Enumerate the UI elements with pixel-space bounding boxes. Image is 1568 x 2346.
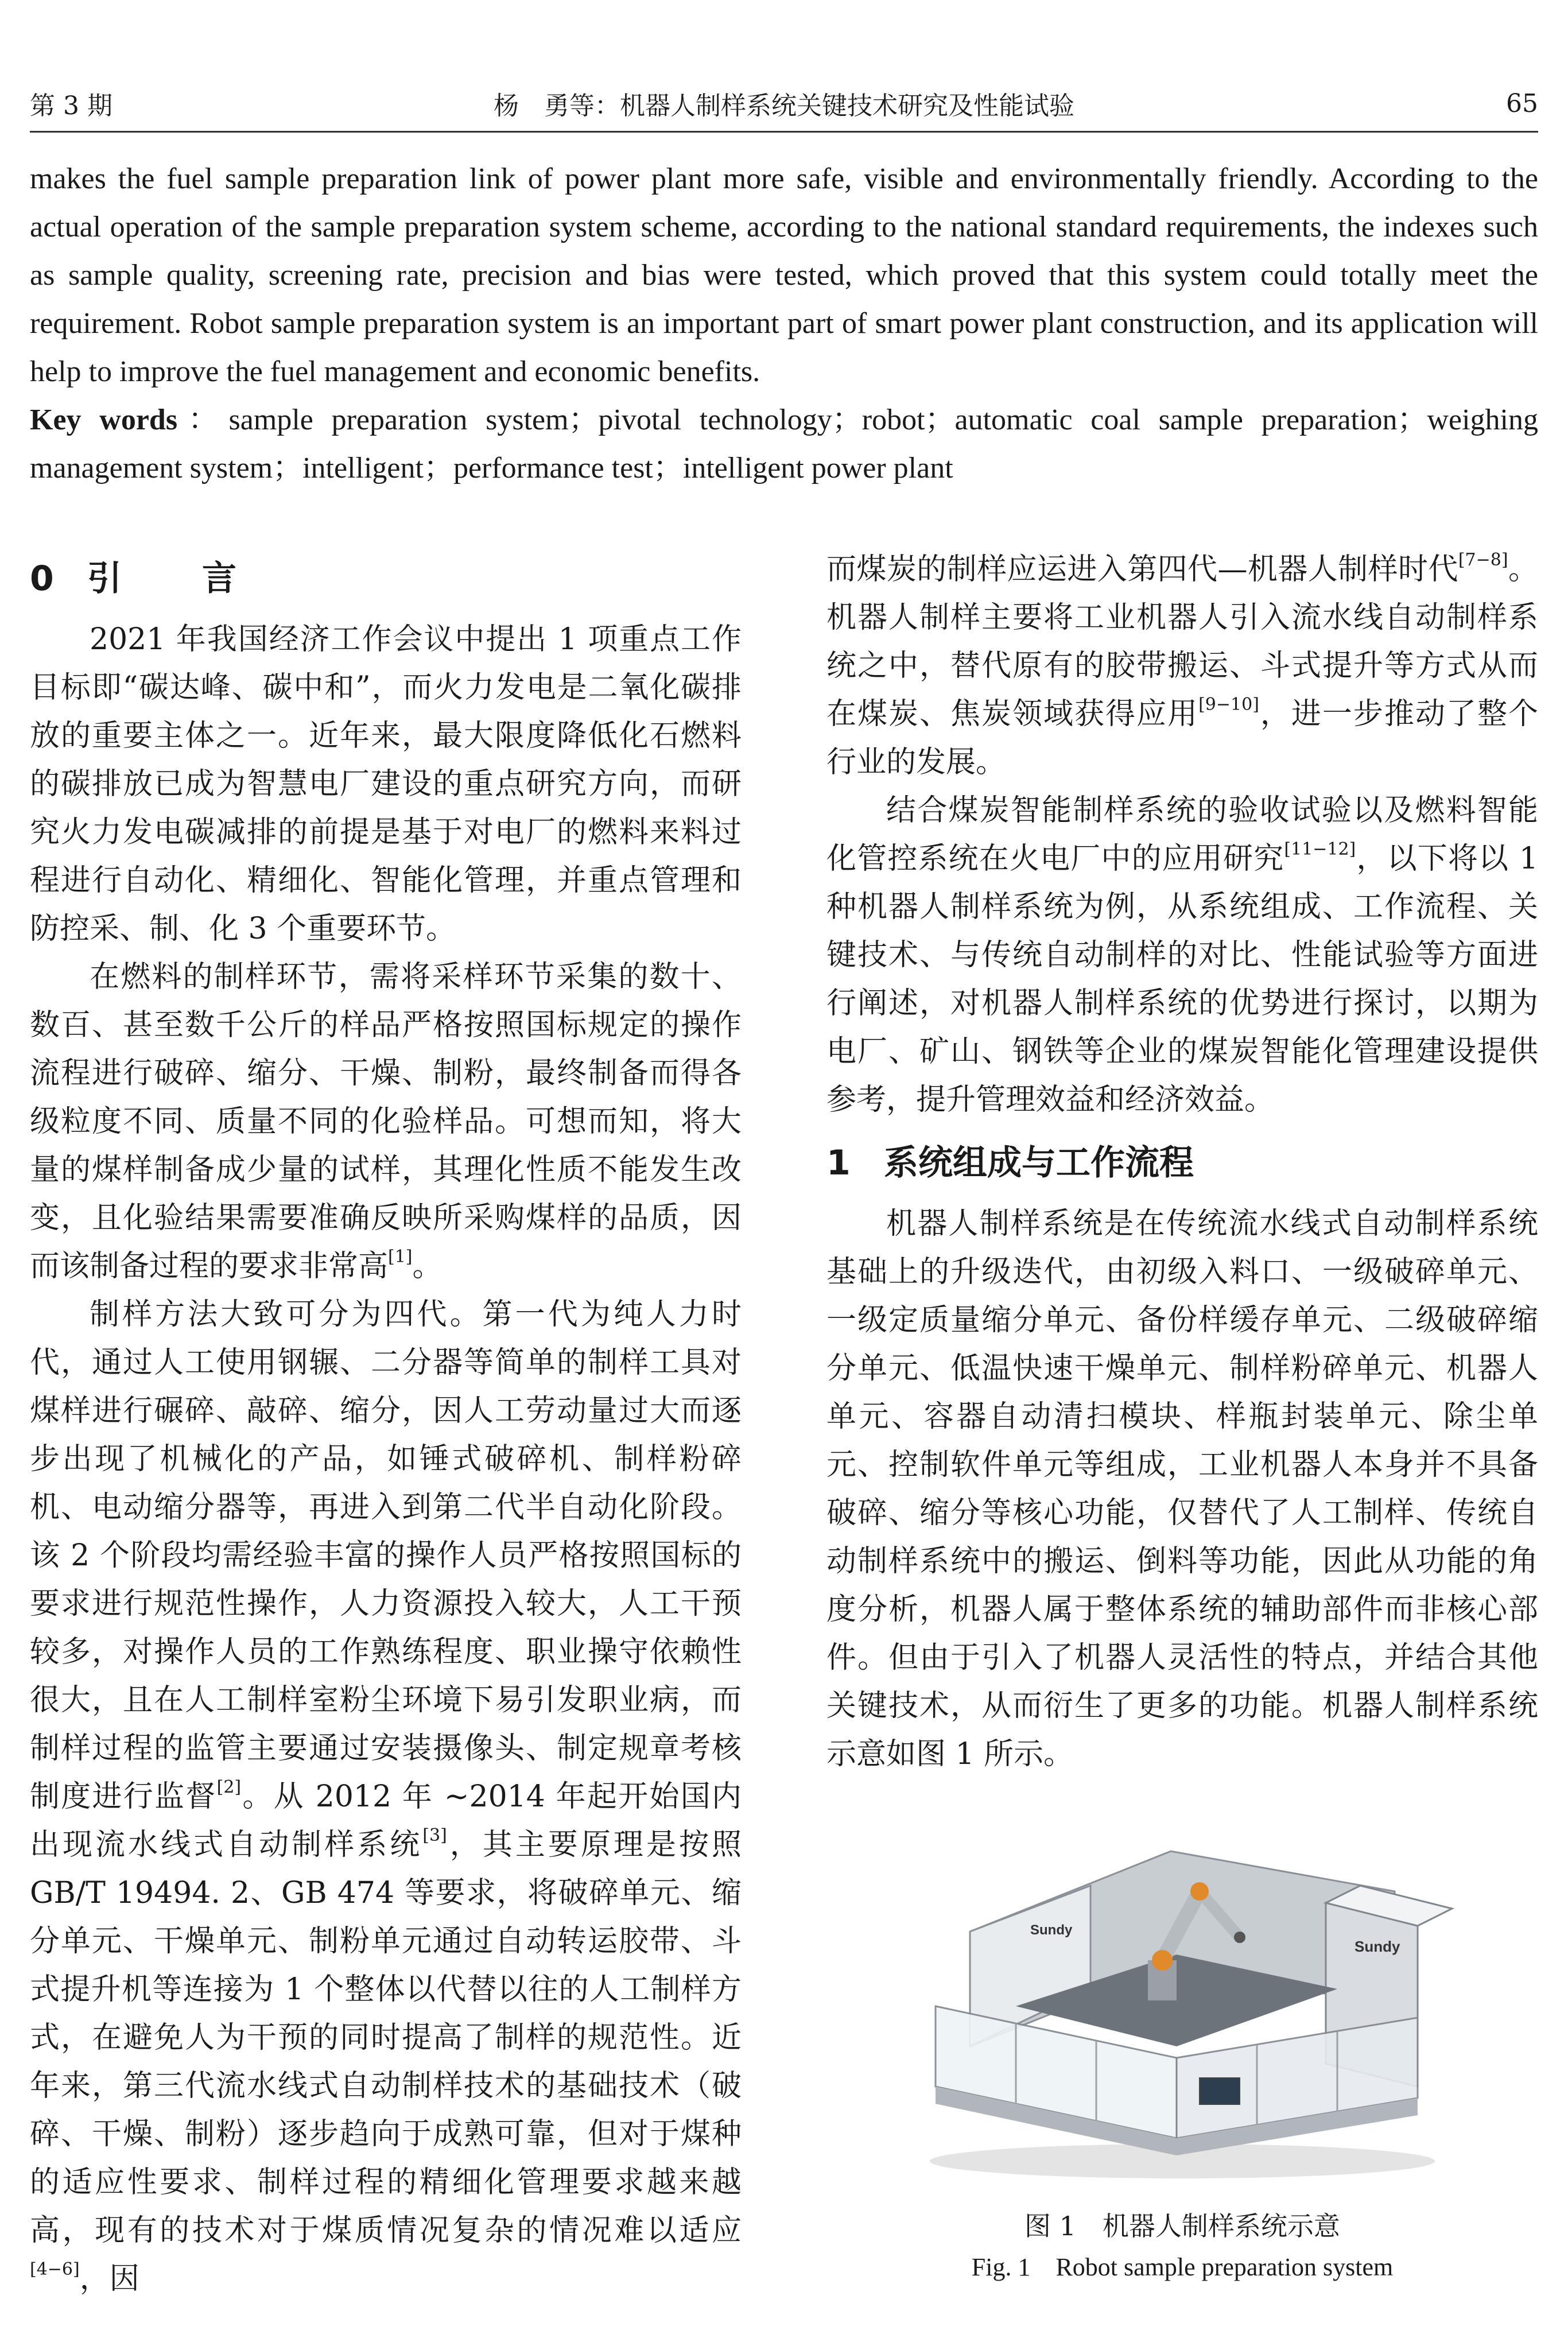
brand-label: Sundy [1030, 1922, 1073, 1938]
running-header [30, 86, 1538, 121]
paragraph-text: 结合煤炭智能制样系统的验收试验以及燃料智能化管控系统在火电厂中的应用研究 [826, 793, 1538, 876]
citation: [1] [388, 1247, 413, 1267]
figure-caption-cn: 图 1 机器人制样系统示意 [1024, 2211, 1340, 2242]
paragraph-text: 。机器人制样主要将工业机器人引入流水线自动制样系统之中，替代原有的胶带搬运、斗式提升等方式从而在煤炭、焦炭领域获得应用 [826, 552, 1538, 731]
paragraph [826, 545, 1538, 786]
paragraph [30, 953, 742, 1290]
citation: [4−6] [30, 2259, 80, 2279]
abstract-text: makes the fuel sample preparation link of power plant more safe, visible and environmentally friendly. According to the actual operation of the sample preparation system scheme, according to the national standard requirements, the indexes such as sample quality, screening rate, precision and bias were tested, which proved that this system could totally meet the requirement. Robot sample preparation system is an important part of smart power plant construction, and its application will help to improve the fuel management and economic benefits. [30, 162, 1538, 388]
paragraph [826, 786, 1538, 1124]
keywords-text: ：sample preparation system；pivotal technology；robot；automatic coal sample preparation；weighing management system；intelligent；performance test；intelligent power plant [30, 404, 1538, 484]
robot-system-illustration [901, 1817, 1464, 2184]
paragraph-text: 。从 2012 年 ~2014 年起开始国内出现流水线式自动制样系统 [30, 1779, 742, 1862]
citation: [2] [216, 1777, 242, 1797]
english-abstract [30, 155, 1538, 493]
left-column [30, 540, 742, 2303]
figure-caption-en: Fig. 1 Robot sample preparation system [971, 2253, 1394, 2281]
paragraph [30, 615, 742, 953]
paragraph-text: 2021 年我国经济工作会议中提出 1 项重点工作目标即“碳达峰、碳中和”，而火力发电是二氧化碳排放的重要主体之一。近年来，最大限度降低化石燃料的碳排放已成为智慧电厂建设的重点研究方向，而研究火力发电碳减排的前提是基于对电厂的燃料来料过程进行自动化、精细化、智能化管理，并重点管理和防控采、制、化 3 个重要环节。 [30, 622, 742, 946]
figure-robot-system-image [901, 1817, 1464, 2184]
section-number: 0 [30, 559, 54, 599]
citation: [9−10] [1198, 695, 1259, 715]
paragraph-text: 。 [412, 1249, 443, 1283]
citation: [11−12] [1284, 839, 1356, 859]
paragraph-text: 制样方法大致可分为四代。第一代为纯人力时代，通过人工使用钢辗、二分器等简单的制样工具对煤样进行碾碎、敲碎、缩分，因人工劳动量过大而逐步出现了机械化的产品，如锤式破碎机、制样粉碎机、电动缩分器等，再进入到第二代半自动化阶段。该 2 个阶段均需经验丰富的操作人员严格按照国标的要求进行规范性操作，人力资源投入较大，人工干预较多，对操作人员的工作熟练程度、职业操守依赖性很大，且在人工制样室粉尘环境下易引发职业病，而制样过程的监管主要通过安装摄像头、制定规章考核制度进行监督 [30, 1297, 742, 1814]
keywords-label: Key words [30, 404, 178, 436]
paragraph-text: 在燃料的制样环节，需将采样环节采集的数十、数百、甚至数千公斤的样品严格按照国标规定的操作流程进行破碎、缩分、干燥、制粉，最终制备而得各级粒度不同、质量不同的化验样品。可想而知，将大量的煤样制备成少量的试样，其理化性质不能发生改变，且化验结果需要准确反映所采购煤样的品质，因而该制备过程的要求非常高 [30, 960, 742, 1283]
section-title: 引言 [87, 559, 317, 599]
paragraph-text: ，因 [79, 2262, 139, 2296]
section-heading-system [826, 1139, 1538, 1187]
section-number: 1 [826, 1143, 851, 1183]
paragraph [826, 1200, 1538, 1778]
citation: [3] [422, 1825, 447, 1845]
right-column [826, 545, 1538, 1778]
paragraph-text: 而煤炭的制样应运进入第四代—机器人制样时代 [826, 552, 1458, 587]
header-divider [30, 131, 1538, 133]
paragraph-text: ，其主要原理是按照 GB/T 19494. 2、GB 474 等要求，将破碎单元、缩分单元、干燥单元、制粉单元通过自动转运胶带、斗式提升机等连接为 1 个整体以代替以往的人工制样方式，在避免人为干预的同时提高了制样的规范性。近年来，第三代流水线式自动制样技术的基础技术（破碎、干燥、制粉）逐步趋向于成熟可靠，但对于煤种的适应性要求、制样过程的精细化管理要求越来越高，现有的技术对于煤质情况复杂的情况难以适应 [30, 1828, 742, 2248]
issue-label: 第 3 期 [30, 91, 112, 121]
paragraph-text: 机器人制样系统是在传统流水线式自动制样系统基础上的升级迭代，由初级入料口、一级破碎单元、一级定质量缩分单元、备份样缓存单元、二级破碎缩分单元、低温快速干燥单元、制样粉碎单元、机器人单元、容器自动清扫模块、样瓶封装单元、除尘单元、控制软件单元等组成，工业机器人本身并不具备破碎、缩分等核心功能，仅替代了人工制样、传统自动制样系统中的搬运、倒料等功能，因此从功能的角度分析，机器人属于整体系统的辅助部件而非核心部件。但由于引入了机器人灵活性的特点，并结合其他关键技术，从而衍生了更多的功能。机器人制样系统示意如图 1 所示。 [826, 1207, 1538, 1771]
section-heading-introduction [30, 554, 742, 603]
paragraph-text: ，进一步推动了整个行业的发展。 [826, 697, 1538, 780]
running-title: 杨 勇等：机器人制样系统关键技术研究及性能试验 [494, 91, 1074, 121]
paragraph [30, 1290, 742, 2303]
citation: [7−8] [1458, 550, 1508, 570]
keywords-line [30, 396, 1538, 493]
section-title: 系统组成与工作流程 [884, 1143, 1194, 1183]
brand-label: Sundy [1354, 1938, 1400, 1955]
page-number: 65 [1506, 88, 1538, 118]
paragraph-text: ，以下将以 1 种机器人制样系统为例，从系统组成、工作流程、关键技术、与传统自动制样的对比、性能试验等方面进行阐述，对机器人制样系统的优势进行探讨，以期为电厂、矿山、钢铁等企业的煤炭智能化管理建设提供参考，提升管理效益和经济效益。 [826, 842, 1538, 1117]
